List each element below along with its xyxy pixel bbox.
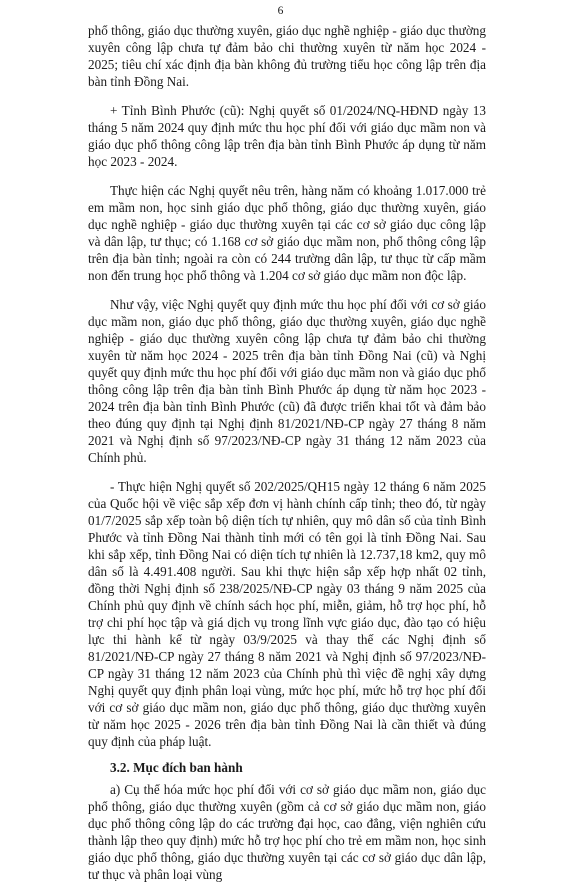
paragraph-summary: Như vậy, việc Nghị quyết quy định mức thu học phí đối với cơ sở giáo dục mầm non, giáo dục phổ thông, giáo dục thường xuyên, giáo dục nghề nghiệp - giáo dục thường xuyên công lập chưa tự đảm bảo chi thường xuyên từ năm học 2024 - 2025 trên địa bàn tỉnh Đồng Nai (cũ) và Nghị quyết quy định mức thu học phí đối với giáo dục mầm non và giáo dục phổ thông công lập trên địa bàn tỉnh Bình Phước áp dụng từ năm học 2023 - 2024 trên địa bàn tỉnh Bình Phước (cũ) đã được triển khai tốt và đảm bảo theo đúng quy định tại Nghị định 81/2021/NĐ-CP ngày 27 tháng 8 năm 2021 và Nghị định số 97/2023/NĐ-CP ngày 31 tháng 12 năm 2023 của Chính phủ.	[88, 297, 486, 465]
document-body	[88, 22, 486, 883]
paragraph-implementation-stats: Thực hiện các Nghị quyết nêu trên, hàng năm có khoảng 1.017.000 trẻ em mầm non, học sinh giáo dục phổ thông, giáo dục thường xuyên, giáo dục nghề nghiệp - giáo dục thường xuyên tại các cơ sở giáo dục công lập và dân lập, tư thục; có 1.168 cơ sở giáo dục mầm non, phổ thông công lập trên địa bàn tỉnh; ngoài ra còn có 244 trường dân lập, tư thục từ cấp mầm non đến trung học phổ thông và 1.204 cơ sở giáo dục mầm non độc lập.	[88, 183, 486, 283]
section-heading: 3.2. Mục đích ban hành	[110, 760, 243, 775]
paragraph-purpose-a: a) Cụ thể hóa mức học phí đối với cơ sở giáo dục mầm non, giáo dục phổ thông, giáo dục thường xuyên (gồm cả cơ sở giáo dục mầm non, giáo dục phổ thông công lập do các trường đại học, cao đẳng, viện nghiên cứu thành lập theo quy định) mức hỗ trợ học phí cho trẻ em mầm non, học sinh giáo dục phổ thông, giáo dục thường xuyên tại các cơ sở giáo dục dân lập, tư thục và phân loại vùng	[88, 782, 486, 882]
page-number: 6	[277, 5, 284, 17]
paragraph-binh-phuoc-resolution: + Tỉnh Bình Phước (cũ): Nghị quyết số 01/2024/NQ-HĐND ngày 13 tháng 5 năm 2024 quy định mức thu học phí đối với giáo dục mầm non và giáo dục phổ thông công lập trên địa bàn tỉnh Bình Phước áp dụng từ năm học 2023 - 2024.	[88, 103, 486, 169]
paragraph-merger: - Thực hiện Nghị quyết số 202/2025/QH15 ngày 12 tháng 6 năm 2025 của Quốc hội về việc sắp xếp đơn vị hành chính cấp tỉnh; theo đó, từ ngày 01/7/2025 sắp xếp toàn bộ diện tích tự nhiên, quy mô dân số của tỉnh Bình Phước và tỉnh Đồng Nai thành tỉnh mới có tên gọi là tỉnh Đồng Nai. Sau khi sắp xếp, tỉnh Đồng Nai có diện tích tự nhiên là 12.737,18 km2, quy mô dân số là 4.491.408 người. Sau khi thực hiện sắp xếp hợp nhất 02 tỉnh, đồng thời Nghị định số 238/2025/NĐ-CP ngày 03 tháng 9 năm 2025 của Chính phủ quy định về chính sách học phí, miễn, giảm, hỗ trợ học phí, hỗ trợ chi phí học tập và giá dịch vụ trong lĩnh vực giáo dục, đào tạo có hiệu lực thi hành kể từ ngày 03/9/2025 và thay thế các Nghị định số 81/2021/NĐ-CP ngày 27 tháng 8 năm 2021 và Nghị định số 97/2023/NĐ-CP ngày 31 tháng 12 năm 2023 của Chính phủ thì việc đề nghị xây dựng Nghị quyết quy định phân loại vùng, mức học phí, mức hỗ trợ học phí đối với cơ sở giáo dục mầm non, giáo dục phổ thông, giáo dục thường xuyên từ năm học 2025 - 2026 trên địa bàn tỉnh Đồng Nai là cần thiết và đúng quy định của pháp luật.	[88, 479, 486, 749]
paragraph-continued: phổ thông, giáo dục thường xuyên, giáo dục nghề nghiệp - giáo dục thường xuyên công lập chưa tự đảm bảo chi thường xuyên từ năm học 2024 - 2025; tiêu chí xác định địa bàn không đủ trường tiểu học công lập trên địa bàn tỉnh Đồng Nai.	[88, 23, 486, 89]
